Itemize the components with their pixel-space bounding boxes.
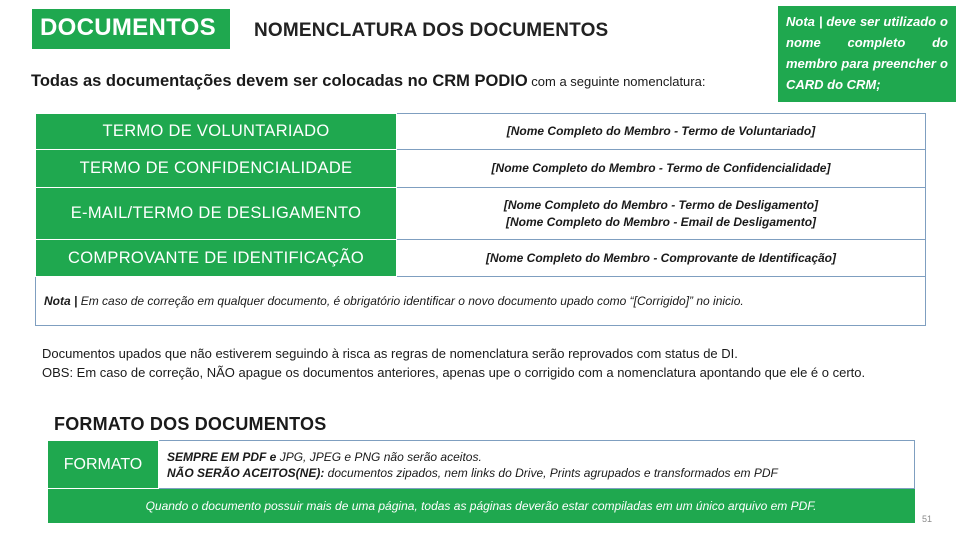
format-label: FORMATO <box>48 441 159 489</box>
table-note <box>36 277 926 326</box>
row-label: TERMO DE CONFIDENCIALIDADE <box>36 150 397 188</box>
table-row <box>36 114 926 150</box>
format-rule-line <box>167 449 914 465</box>
naming-table <box>35 113 926 326</box>
format-rules <box>159 441 915 489</box>
format-rule-line <box>167 465 914 481</box>
table-row <box>48 489 915 524</box>
row-value: [Nome Completo do Membro - Termo de Voluntariado] <box>397 114 926 150</box>
page-number: 51 <box>922 514 933 524</box>
row-value: [Nome Completo do Membro - Comprovante de Identificação] <box>397 240 926 277</box>
row-value-line: [Nome Completo do Membro - Email de Desligamento] <box>505 214 817 229</box>
table-row <box>48 441 915 489</box>
note-label: Nota | <box>44 294 78 308</box>
row-value <box>397 188 926 240</box>
format-rule-text: JPG, JPEG e PNG não serão aceitos. <box>276 449 482 464</box>
row-label: TERMO DE VOLUNTARIADO <box>36 114 397 150</box>
row-label: E-MAIL/TERMO DE DESLIGAMENTO <box>36 188 397 240</box>
intro-bold: Todas as documentações devem ser colocadas no CRM PODIO <box>31 72 528 90</box>
table-row <box>36 188 926 240</box>
format-table <box>47 440 915 523</box>
row-label: COMPROVANTE DE IDENTIFICAÇÃO <box>36 240 397 277</box>
note-text: Em caso de correção em qualquer documento, é obrigatório identificar o novo documento upado como “[Corrigido]” no inicio. <box>77 294 744 308</box>
page-title: NOMENCLATURA DOS DOCUMENTOS <box>254 20 609 41</box>
table-note-row <box>36 277 926 326</box>
section-badge: DOCUMENTOS <box>32 9 230 49</box>
table-row <box>36 150 926 188</box>
format-footer: Quando o documento possuir mais de uma página, todas as páginas deverão estar compiladas em um único arquivo em PDF. <box>48 489 915 524</box>
row-value: [Nome Completo do Membro - Termo de Confidencialidade] <box>397 150 926 188</box>
format-rule-bold: SEMPRE EM PDF e <box>167 449 277 464</box>
rejection-rule-text: Documentos upados que não estiverem seguindo à risca as regras de nomenclatura serão reprovados com status de DI. <box>42 346 738 361</box>
note-callout: Nota | deve ser utilizado o nome completo do membro para preencher o CARD do CRM; <box>778 6 956 102</box>
format-heading: FORMATO DOS DOCUMENTOS <box>54 414 327 434</box>
table-row <box>36 240 926 277</box>
intro-text <box>31 72 705 91</box>
format-rule-text: documentos zipados, nem links do Drive, Prints agrupados e transformados em PDF <box>324 465 778 480</box>
format-rule-bold: NÃO SERÃO ACEITOS(NE): <box>167 465 325 480</box>
intro-rest: com a seguinte nomenclatura: <box>527 74 706 89</box>
obs-text: OBS: Em caso de correção, NÃO apague os documentos anteriores, apenas upe o corrigido com a nomenclatura apontando que ele é o certo. <box>42 365 866 380</box>
row-value-line: [Nome Completo do Membro - Termo de Desligamento] <box>503 197 819 212</box>
